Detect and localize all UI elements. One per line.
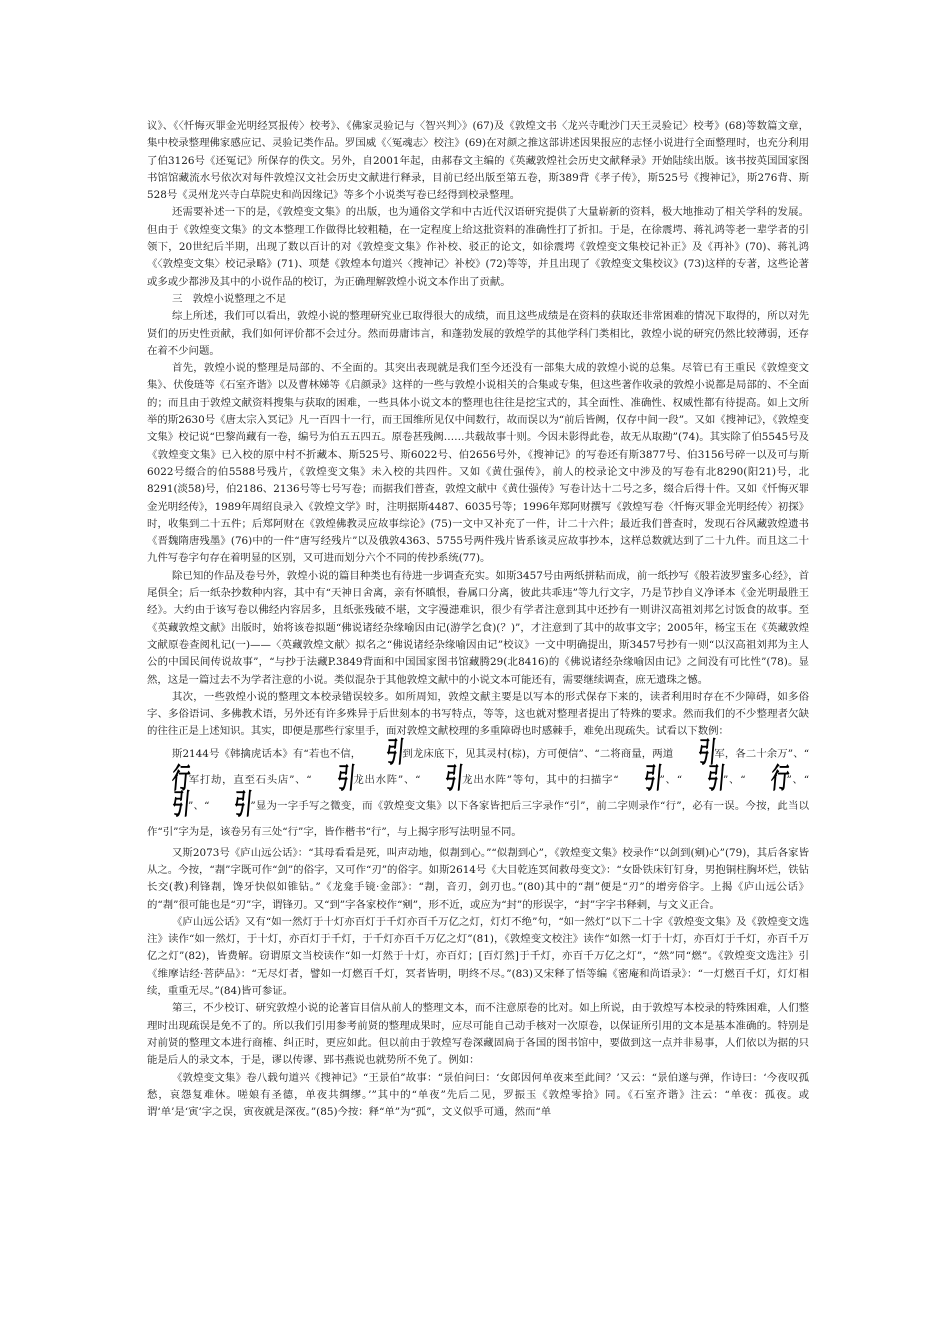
text-run: 龙出水阵”等句，其中的扫描字“ (461, 773, 619, 786)
text-run: 龙出水阵”、“ (352, 773, 421, 786)
paragraph: 除已知的作品及卷号外，敦煌小说的篇目种类也有待进一步调查充实。如斯3457号由两纸拼粘而成，前一纸抄写《般若波罗蜜多心经》，首尾俱全；后一纸杂抄数种内容，其中有“天神日舍离，亲有怀瞋恨，眷属口分离，彼此共乖违”等九行文字，乃是节抄自义净译本《金光明最胜王经》。大约由于该写卷以佛经内容居多，且纸张残破不堪，文字漫漶难识，很少有学者注意到其中还抄有一则讲汉高祖刘邦乞讨饭食的故事。至《英藏敦煌文献》出版时，始将该卷拟题“佛说诸经杂缘喻因由记(游学乞食)(？)”，才注意到了其中的故事文字；2005年，杨宝玉在《英藏敦煌文献原卷查阅札记(一)——〈英藏敦煌文献〉拟名之“佛说诸经杂缘喻因由记”校议》一文中明确提出，斯3457号抄有一则“以汉高祖刘邦为主人公的中国民间传说故事”，“与抄于法藏P.3849背面和中国国家图书馆藏腾29(北8416)的《佛说诸经杂缘喻因由记》之间没有可比性”(78)。显然，这是一篇过去不为学者注意的小说。类似混杂于其他敦煌文献中的小说文本可能还有，需要继续调查，庶无遗珠之憾。 (147, 569, 809, 686)
scanned-glyph: 引 (696, 736, 716, 770)
paragraph: 又斯2073号《庐山远公话》：“其母看看是死，叫声动地，似剨到心。”“似剨到心”，《敦煌变文集》校录作“以剑到(剜)心”(79)，其后各家皆从之。今按，“剨”字既可作“剑”的俗字，又可作“刃”的俗字。如斯2614号《大目乾连冥间救母变文》：“女卧铁床钉钉身，男抱铜柱胸坏烂，铁钻长交(教)利锋剨，馋牙快似如锥钻。”《龙龛手镜·金部》：“剨，音刃，剑刃也。”(80)其中的“剨”便是“刃”的增旁俗字。上揭《庐山远公话》的“剨”很可能也是“刃”字，谓锋刃。又“到”字各家校作“剜”，形不近，或应为“封”的形误字，“封”字字书释剌，与文义正合。 (147, 846, 809, 911)
paragraph: 《敦煌变文集》卷八载句道兴《搜神记》“王景伯”故事：“景伯问曰：‘女郎因何单夜来至此间？’又云：“景伯遂与弹，作诗曰：‘今夜叹孤愁，哀怨复难休。嗟娘有圣德，单夜共绸缪。’”其中的“单夜”先后二见，罗振玉《敦煌零拾》同。《石室齐谐》注云：“单夜：孤夜。或谓‘单’是‘寅’字之误，寅夜就是深夜。”(85)今按：释“单”为“孤”，文义似乎可通，然而“单 (147, 1071, 809, 1119)
document-page (147, 118, 809, 1121)
scanned-glyph: 行 (170, 762, 190, 796)
scanned-glyph: 引 (335, 762, 355, 796)
section-heading: 三 敦煌小说整理之不足 (171, 292, 287, 305)
text-run: ”、“ (187, 799, 210, 812)
text-run: ”、“ (722, 773, 746, 786)
text-run: ”、“ (659, 773, 683, 786)
text-run: ”、“ (786, 773, 810, 786)
paragraph-continued: 议》、《〈忏悔灭罪金光明经冥报传〉校考》、《佛家灵验记与〈智兴判〉》(67)及《敦煌文书〈龙兴寺毗沙门天王灵验记〉校考》(68)等数篇文章，集中校录整理佛家感应记、灵验记类作品。罗国威《〈冤魂志〉校注》(69)在对颜之推这部讲述因果报应的志怪小说进行全面整理时，也充分利用了伯3126号《还冤记》所保存的佚文。另外，自2001年起，由郝春文主编的《英藏敦煌社会历史文献释录》开始陆续出版。该书按英国国家图书馆馆藏流水号依次对每件敦煌汉文社会历史文献进行释录，目前已经出版至第五卷，斯389背《孝子传》，斯525号《搜神记》，斯276背、斯528号《灵州龙兴寺白草院史和尚因缘记》等多个小说类写卷已经得到校录整理。 (147, 120, 809, 202)
scanned-glyph: 引 (384, 736, 404, 770)
paragraph: 还需要补述一下的是，《敦煌变文集》的出版，也为通俗文学和中古近代汉语研究提供了大量崭新的资料，极大地推动了相关学科的发展。但由于《敦煌变文集》的文本整理工作做得比较粗糙，在一定程度上给这批资料的准确性打了折扣。于是，在徐震堮、蒋礼鸿等老一辈学者的引领下，20世纪后半期，出现了数以百计的对《敦煌变文集》作补校、驳正的论文，如徐震堮《敦煌变文集校记补正》及《再补》(70)、蒋礼鸿《〈敦煌变文集〉校记录略》(71)、项楚《敦煌本句道兴〈搜神记〉补校》(72)等等，并且出现了《敦煌变文集校议》(73)这样的专著，这些论著或多或少都涉及其中的小说作品的校订，为正确理解敦煌小说文本作出了贡献。 (147, 206, 809, 288)
paragraph: 第三，不少校订、研究敦煌小说的论著盲目信从前人的整理文本，而不注意原卷的比对。如上所说，由于敦煌写本校录的特殊困难，人们整理时出现疏误是免不了的。所以我们引用参考前贤的整理成果时，应尽可能自己动手核对一次原卷，以保证所引用的文本是基本准确的。特别是对前贤的整理文本进行商榷、纠正时，更应如此。但以前由于敦煌写卷深藏固扃于各国的图书馆中，要做到这一点并非易事，人们依以为据的只能是后人的录文本，于是，谬以传谬、郢书燕说也就势所不免了。例如： (147, 1002, 809, 1067)
paragraph: 综上所述，我们可以看出，敦煌小说的整理研究业已取得很大的成绩，而且这些成绩是在资料的获取还非常困难的情况下取得的，所以对先贤们的历史性贡献，我们如何评价都不会过分。然而毋庸讳言，和蓬勃发展的敦煌学的其他学科门类相比，敦煌小说的研究仍然比较薄弱，还存在着不少问题。 (147, 310, 809, 357)
paragraph: 其次，一些敦煌小说的整理文本校录错误较多。如所周知，敦煌文献主要是以写本的形式保存下来的，读者利用时存在不少障碍，如多俗字、多俗语词、多佛教术语，另外还有许多殊异于后世刻本的书写特点，等等，这也就对整理者提出了特殊的要求。然而我们的不少整理者欠缺的往往正是上述知识。其实，即便是那些行家里手，面对敦煌文献校理的多重障碍也时感棘手，难免出现疏失。试看以下数例： (147, 690, 809, 738)
scanned-glyph: 引 (642, 762, 662, 796)
text-run: 军打劫，直至石头店”、“ (187, 773, 312, 786)
scanned-glyph: 引 (170, 788, 190, 822)
text-run: ”显为一字手写之微变，而《敦煌变文集》以下各家皆把后三字录作“引”，前二字则录作“行”，必有一误。今按，此当以作“引”字为是，该卷另有三处“行”字，皆作楷书“行”，与上揭字形写法明显不同。 (147, 799, 809, 838)
scanned-glyph: 引 (232, 788, 252, 822)
scanned-glyph: 引 (705, 762, 725, 796)
paragraph: 《庐山远公话》又有“如一然灯于十灯亦百灯于千灯亦百千万亿之灯，灯灯不绝”句，“如一然灯”以下二十字《敦煌变文集》及《敦煌变文选注》读作“如一然灯，于十灯，亦百灯于千灯，于千灯亦百千万亿之灯”(81)，《敦煌变文校注》读作“如然一灯于十灯，亦百灯于千灯，亦百千万亿之灯”(82)，皆费解。窃谓原文当校读作“如一灯然于十灯，亦百灯；[百灯然]于千灯，亦百千万亿之灯”，“然”同“燃”。《敦煌变文选注》引《维摩诘经·菩萨品》：“无尽灯者，譬如一灯燃百千灯，冥者皆明，明终不尽。”(83)又宋释了悟等编《密庵和尚语录》：“一灯燃百千灯，灯灯相续，重重无尽。”(84)皆可参证。 (147, 915, 809, 998)
paragraph: 首先，敦煌小说的整理是局部的、不全面的。其突出表现就是我们至今还没有一部集大成的敦煌小说的总集。尽管已有王重民《敦煌变文集》、伏俊琏等《石室齐谐》以及曹林娣等《启颜录》这样的一些与敦煌小说相关的合集或专集，但这些著作收录的敦煌小说都是局部的、不全面的；而且由于敦煌文献资料搜集与获取的困难，一些具体小说文本的整理也往往是挖宝式的，其全面性、准确性、权威性都有待提高。如上文所举的斯2630号《唐太宗入冥记》凡一百四十一行，而王国维所见仅中间数行，故而误以为“前后皆阙，仅存中间一段”。又如《搜神记》，《敦煌变文集》校记说“巴黎尚藏有一卷，编号为伯五五四五。原卷甚残阙……共载故事十则。今因未影得此卷，故无从取勘”(74)。其实除了伯5545号及《敦煌变文集》已入校的原中村不折藏本、斯525号、斯6022号、伯2656号外，《搜神记》的写卷还有斯3877号、伯3156号碎一以及可与斯6022号缀合的伯5588号残片，《敦煌变文集》未入校的共四件。又如《黄仕强传》，前人的校录论文中涉及的写卷有北8290(阳21)号，北8291(淡58)号，伯2186、2136号等七号写卷；而据我们普查，敦煌文献中《黄仕强传》写卷计达十二号之多，缀合后得十件。又如《忏悔灭罪金光明经传》，1989年周绍良录入《敦煌文学》时，注明据斯4487、6035号等；1996年郑阿财撰写《敦煌写卷〈忏悔灭罪金光明经传〉初探》时，收集到二十五件；后郑阿财在《敦煌佛教灵应故事综论》(75)一文中又补充了一件，计二十六件；最近我们普查时，发现石谷风藏敦煌遗书《晋魏隋唐残墨》(76)中的一件“唐写经残片”以及俄敦4363、5755号两件残片皆系该灵应故事抄本，这样总数就达到了二十九件。而且这二十九件写卷字句存在着明显的区别，又可进而划分六个不同的传抄系统(77)。 (147, 362, 809, 565)
scanned-glyph: 行 (769, 762, 789, 796)
paragraph-with-scanned-glyphs (147, 736, 810, 845)
text-run: 斯2144号《韩擒虎话本》有“若也不信， (171, 747, 362, 760)
text-run: 到龙床底下，见其灵村(棕)，方可便信”、“二将商量，两道 (402, 747, 674, 760)
text-run: 军，各二十余万”、“ (714, 747, 810, 760)
scanned-glyph: 引 (444, 762, 463, 796)
